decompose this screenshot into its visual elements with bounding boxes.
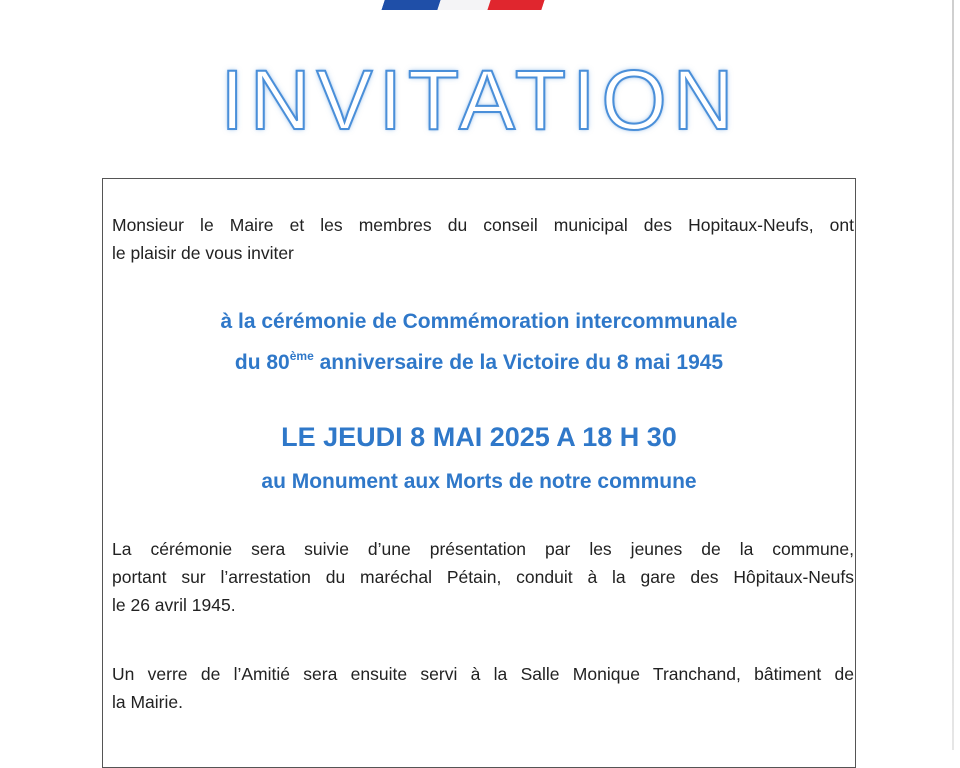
presentation-line: portant sur l’arrestation du maréchal Pétain, conduit à la gare des Hôpitaux-Neufs bbox=[112, 567, 854, 587]
event-datetime: LE JEUDI 8 MAI 2025 A 18 H 30 bbox=[281, 422, 677, 452]
ceremony-line2-post: anniversaire de la Victoire du 8 mai 1945 bbox=[313, 351, 724, 374]
presentation-paragraph bbox=[112, 535, 854, 619]
ceremony-line bbox=[102, 339, 856, 380]
reception-paragraph bbox=[112, 660, 854, 716]
french-flag-icon bbox=[381, 0, 546, 10]
intro-paragraph bbox=[112, 211, 854, 267]
event-location: au Monument aux Morts de notre commune bbox=[261, 470, 697, 493]
intro-line: Monsieur le Maire et les membres du conseil municipal des Hopitaux-Neufs, ont bbox=[112, 215, 854, 235]
page-title: INVITATION bbox=[220, 53, 740, 147]
ordinal-superscript: ème bbox=[289, 349, 314, 363]
reception-line: Un verre de l’Amitié sera ensuite servi à la Salle Monique Tranchand, bâtiment de bbox=[112, 664, 854, 684]
reception-line: la Mairie. bbox=[112, 692, 183, 712]
presentation-line: La cérémonie sera suivie d’une présentation par les jeunes de la commune, bbox=[112, 539, 854, 559]
intro-line: le plaisir de vous inviter bbox=[112, 243, 294, 263]
ceremony-line: à la cérémonie de Commémoration intercommunale bbox=[220, 310, 738, 333]
ceremony-heading bbox=[102, 305, 856, 380]
presentation-line: le 26 avril 1945. bbox=[112, 595, 236, 615]
ceremony-line2-pre: du 80 bbox=[234, 351, 290, 374]
